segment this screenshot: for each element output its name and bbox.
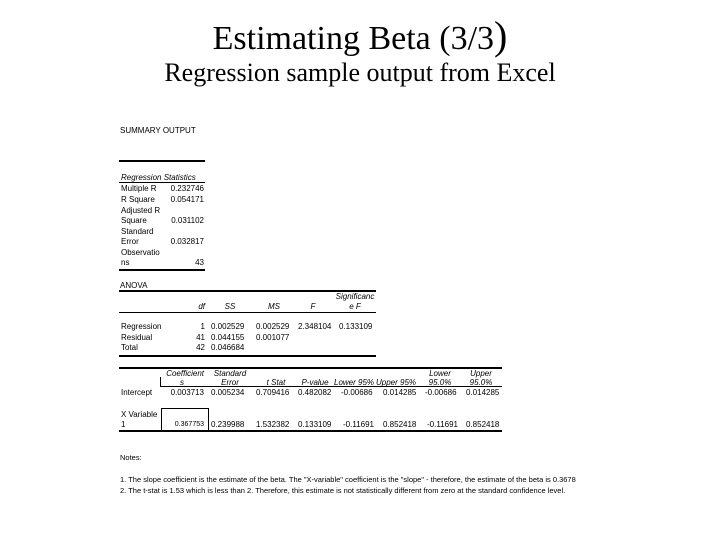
anova-cell: 0.001077 xyxy=(256,333,290,342)
reg-stat-value: 43 xyxy=(195,258,204,267)
anova-header-df: df xyxy=(198,302,205,311)
coef-header-coef-2: s xyxy=(180,378,184,387)
reg-stat-value: 0.031102 xyxy=(171,216,204,225)
coef-cell: -0.11691 xyxy=(427,420,458,429)
anova-cell: 2.348104 xyxy=(298,322,332,331)
reg-stat-label: Adjusted R xyxy=(121,206,161,215)
coef-header-u950: Upper xyxy=(470,369,492,378)
anova-header-rule xyxy=(119,312,376,313)
note-line: 2. The t-stat is 1.53 which is less than 2. Therefore, this estimate is not statistically different from zero at the standard confidence level. xyxy=(120,486,566,495)
coef-cell: 0.709416 xyxy=(256,388,290,397)
anova-cell: 1 xyxy=(200,322,205,331)
coef-header-l950-2: 95.0% xyxy=(428,378,452,387)
coef-header-t: t Stat xyxy=(266,378,286,387)
reg-stat-label: ns xyxy=(121,258,130,267)
coef-header-se: Standard xyxy=(213,369,247,378)
anova-cell: 0.002529 xyxy=(211,322,245,331)
reg-stat-label: Multiple R xyxy=(121,184,157,193)
coef-header-se-2: Error xyxy=(221,378,239,387)
anova-cell: 0.046684 xyxy=(211,343,245,352)
anova-header-ss: SS xyxy=(224,302,236,311)
anova-bottom-rule xyxy=(119,355,376,357)
coef-cell: 0.014285 xyxy=(383,388,417,397)
reg-stat-value: 0.054171 xyxy=(170,195,204,204)
reg-stats-top-rule xyxy=(119,160,205,162)
coef-header-divider xyxy=(160,377,161,387)
anova-row-label: Regression xyxy=(121,322,162,331)
coef-header-coef: Coefficient xyxy=(166,369,204,378)
slide-title xyxy=(0,12,720,59)
coef-cell-beta: 0.367753 xyxy=(174,421,204,428)
coef-header-l95: Lower 95% xyxy=(334,378,375,387)
reg-stats-header: Regression Statistics xyxy=(121,173,196,182)
anova-header-ms: MS xyxy=(268,302,280,311)
coef-row-label-2: 1 xyxy=(121,420,126,429)
reg-stat-label: Standard xyxy=(121,227,154,236)
coef-cell: 0.003713 xyxy=(170,388,204,397)
anova-header-sig-2: e F xyxy=(349,302,361,311)
anova-cell: 0.044155 xyxy=(211,333,245,342)
coef-header-u950-2: 95.0% xyxy=(469,378,493,387)
anova-cell: 42 xyxy=(196,343,205,352)
slide-title-paren: ) xyxy=(494,13,508,58)
summary-output-label: SUMMARY OUTPUT xyxy=(120,126,196,135)
reg-stats-bottom-rule xyxy=(119,269,205,271)
coef-cell: -0.11691 xyxy=(343,420,374,429)
anova-cell: 0.002529 xyxy=(256,322,290,331)
coef-header-p: P-value xyxy=(301,378,329,387)
anova-cell: 41 xyxy=(196,333,205,342)
coef-cell: 0.133109 xyxy=(298,420,332,429)
coef-header-u95: Upper 95% xyxy=(376,378,417,387)
reg-stat-value: 0.232746 xyxy=(170,184,204,193)
coef-row-label: X Variable xyxy=(121,410,158,419)
slide-title-text: Estimating Beta (3/3 xyxy=(212,20,495,57)
anova-header-f: F xyxy=(310,302,316,311)
coef-cell: -0.00686 xyxy=(341,388,373,397)
coef-cell: 0.852418 xyxy=(466,420,500,429)
coef-cell: 0.239988 xyxy=(211,420,245,429)
reg-stats-header-rule xyxy=(119,182,205,183)
coef-cell: 1.532382 xyxy=(256,420,290,429)
coef-cell: 0.482082 xyxy=(298,388,332,397)
coef-row-label: Intercept xyxy=(121,388,153,397)
coef-bottom-rule xyxy=(119,430,502,432)
coef-cell: 0.014285 xyxy=(466,388,500,397)
anova-row-label: Residual xyxy=(121,333,153,342)
coef-header-rule xyxy=(160,386,502,387)
anova-header-sig: Significanc xyxy=(335,292,375,301)
anova-row-label: Total xyxy=(121,343,138,352)
slide-subtitle: Regression sample output from Excel xyxy=(164,58,556,87)
anova-cell: 0.133109 xyxy=(339,322,373,331)
notes-heading: Notes: xyxy=(120,453,142,462)
coef-cell: -0.00686 xyxy=(425,388,457,397)
reg-stat-label: Observatio xyxy=(121,248,160,257)
coef-header-l950: Lower xyxy=(429,369,451,378)
reg-stat-label: Error xyxy=(121,237,139,246)
note-line: 1. The slope coefficient is the estimate of the beta. The "X-variable" coefficient is the "slope" - therefore, the estimate of the beta is 0.3678 xyxy=(120,475,576,484)
reg-stat-label: Square xyxy=(121,216,147,225)
reg-stat-value: 0.032817 xyxy=(170,237,204,246)
reg-stat-label: R Square xyxy=(121,195,155,204)
coef-cell: 0.852418 xyxy=(383,420,417,429)
coef-cell: 0.005234 xyxy=(211,388,245,397)
anova-label: ANOVA xyxy=(120,281,148,290)
